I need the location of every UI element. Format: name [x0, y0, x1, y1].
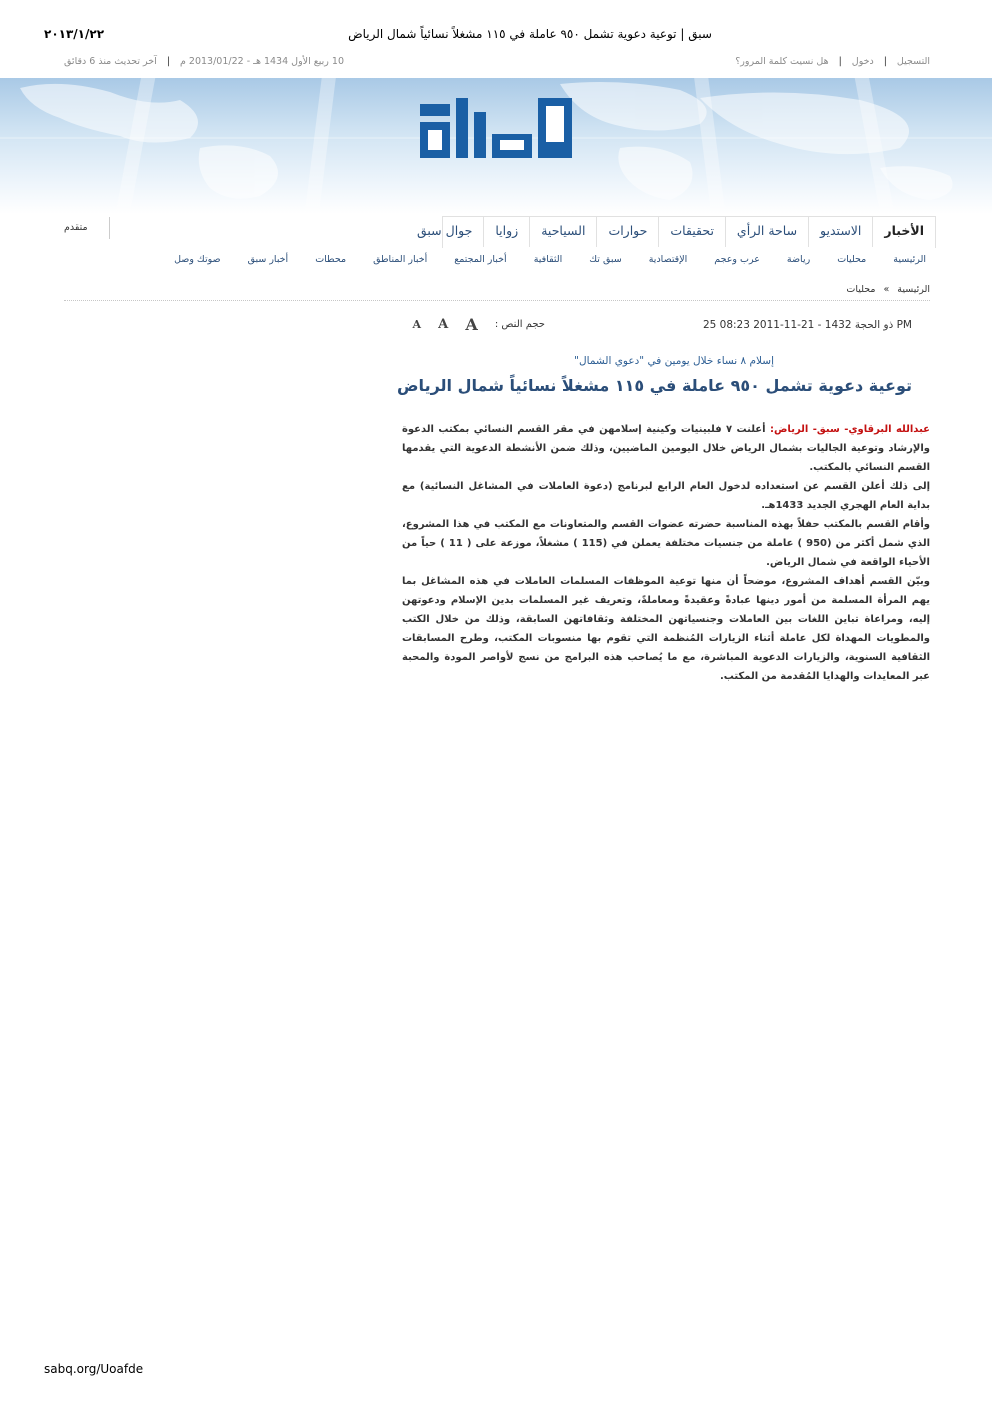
font-small-button[interactable]: A — [412, 318, 422, 331]
subnav-your-voice[interactable]: صوتك وصل — [174, 254, 221, 265]
tab-tourism[interactable]: السياحية — [529, 217, 596, 247]
print-date: ٢٠١٣/١/٢٢ — [44, 27, 105, 41]
article-paragraph: وبيّن القسم أهداف المشروع، موضحاً أن منها توعية الموظفات المسلمات العاملات في هذه المشاغل بما يهم المرأة المسلمة من أمور دينها عبادةً وعقيدةً ومعاملةً، وتعريف غير المسلمات بدين الإسلام ودعوتهن إليه، ومراعاة تباين اللغات بين العاملات وجنسياتهن المختلفة وثقافاتهن السابقة، وذلك من خلال الكتب والمطويات المهداة لكل عاملة أثناء الزيارات المُنظمة التي تقوم بها منسوبات المكتب، وطرح المسابقات الثقافية السنوية، والزيارات الدعوية المباشرة، مع ما يُصاحب هذه البرامج من نسج لأواصر المودة والمحبة عبر المعايدات والهدايا المُقدمة من المكتب. — [402, 576, 930, 682]
tab-mobile[interactable]: جوال سبق — [416, 223, 473, 238]
sub-nav — [147, 254, 926, 270]
article-paragraph: عبدالله البرقاوي- سبق- الرياض: أعلنت ٧ فلبينيات وكينية إسلامهن في مقر القسم النسائي بمكتب الدعوة والإرشاد وتوعية الجاليات بشمال الرياض خلال اليومين الماضيين، وذلك ضمن الأنشطة الدعوية التي يقدمها القسم النسائي بالمكتب. — [402, 424, 930, 473]
article-byline: عبدالله البرقاوي- سبق- الرياض: — [769, 424, 930, 435]
subnav-stations[interactable]: محطات — [315, 254, 347, 265]
subnav-regions[interactable]: أخبار المناطق — [373, 254, 428, 265]
tab-interviews[interactable]: حوارات — [596, 217, 658, 247]
tab-news[interactable]: الأخبار — [872, 217, 935, 247]
article-body — [402, 420, 930, 686]
breadcrumb — [846, 284, 930, 295]
current-date: 10 ربيع الأول 1434 هـ - 2013/01/22 م — [180, 56, 345, 67]
subnav-sports[interactable]: رياضة — [786, 254, 811, 265]
article-paragraph: إلى ذلك أعلن القسم عن استعداده لدخول العام الرابع لبرنامج (دعوة العاملات في المشاغل النسائية) مع بداية العام الهجري الجديد 1433هـ. — [402, 481, 930, 511]
breadcrumb-home[interactable]: الرئيسية — [897, 284, 930, 295]
tab-columns[interactable]: زوايا — [483, 217, 529, 247]
font-large-button[interactable]: A — [465, 315, 478, 334]
header-banner — [0, 78, 992, 214]
subnav-sabq-news[interactable]: أخبار سبق — [247, 254, 289, 265]
article-paragraph: وأقام القسم بالمكتب حفلاً بهذه المناسبة حضرته عضوات القسم والمتعاونات مع المكتب في هذا المشروع، الذي شمل أكثر من (950 ) عاملة من جنسيات مختلفة يعملن في (115 ) مشغلاً، موزعة على ( 11 ) حياً من الأحياء الواقعة في شمال الرياض. — [402, 519, 931, 568]
subnav-tech[interactable]: سبق تك — [589, 254, 622, 265]
advanced-search-link[interactable]: متقدم — [64, 217, 110, 239]
subnav-society[interactable]: أخبار المجتمع — [454, 254, 507, 265]
sabq-logo[interactable] — [416, 94, 576, 160]
last-update: آخر تحديث منذ 6 دقائق — [64, 56, 157, 67]
subnav-economy[interactable]: الإقتصادية — [648, 254, 688, 265]
tab-investigations[interactable]: تحقيقات — [658, 217, 725, 247]
breadcrumb-section[interactable]: محليات — [846, 284, 876, 295]
breadcrumb-arrow: » — [883, 284, 890, 295]
forgot-password-link[interactable]: هل نسيت كلمة المرور؟ — [735, 56, 829, 67]
related-article-link[interactable]: إسلام ٨ نساء خلال يومين في "دعوي الشمال" — [574, 355, 774, 367]
print-url: sabq.org/Uoafde — [44, 1362, 144, 1376]
tab-studio[interactable]: الاستديو — [808, 217, 872, 247]
main-nav-tabs — [416, 216, 936, 248]
top-utility-bar — [64, 56, 930, 70]
subnav-culture[interactable]: الثقافية — [533, 254, 563, 265]
print-page-title: سبق | توعية دعوية تشمل ٩٥٠ عاملة في ١١٥ مشغلاً نسائياً شمال الرياض — [348, 27, 712, 41]
account-links: التسجيل|دخول|هل نسيت كلمة المرور؟ — [735, 56, 930, 67]
date-info: 10 ربيع الأول 1434 هـ - 2013/01/22 م|آخر تحديث منذ 6 دقائق — [64, 56, 345, 67]
font-size-label: حجم النص : — [494, 319, 545, 330]
tab-opinion[interactable]: ساحة الرأي — [725, 217, 808, 247]
subnav-home[interactable]: الرئيسية — [893, 254, 926, 265]
font-size-control — [410, 314, 545, 334]
divider — [64, 300, 930, 301]
register-link[interactable]: التسجيل — [896, 56, 930, 67]
font-medium-button[interactable]: A — [438, 317, 449, 332]
article-headline: توعية دعوية تشمل ٩٥٠ عاملة في ١١٥ مشغلاً نسائياً شمال الرياض — [397, 376, 912, 395]
subnav-world[interactable]: عرب وعجم — [714, 254, 760, 265]
subnav-local[interactable]: محليات — [837, 254, 867, 265]
article-date: 25 ذو الحجة 1432 - 21-11-2011 08:23 PM — [702, 319, 912, 331]
login-link[interactable]: دخول — [851, 56, 874, 67]
